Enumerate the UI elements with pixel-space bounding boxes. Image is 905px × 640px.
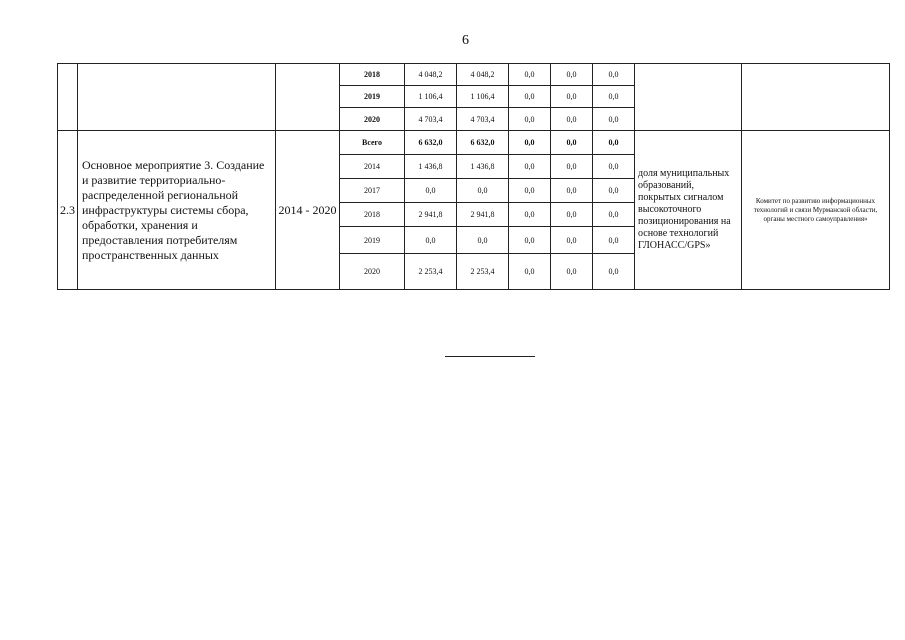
value-cell: 0,0 — [551, 254, 593, 290]
value-cell: 0,0 — [509, 131, 551, 155]
item-executor: Комитет по развитию информационных технологий и связи Мурманской области, органы местного самоуправления» — [742, 131, 890, 290]
prev-indicator-cell — [635, 64, 742, 131]
prev-number-cell — [58, 64, 78, 131]
value-cell: 0,0 — [593, 227, 635, 254]
item-number: 2.3 — [58, 131, 78, 290]
value-cell: 1 106,4 — [405, 86, 457, 108]
value-cell: 2 253,4 — [405, 254, 457, 290]
value-cell: 0,0 — [509, 155, 551, 179]
value-cell: 4 048,2 — [457, 64, 509, 86]
value-cell: 2 253,4 — [457, 254, 509, 290]
value-cell: 2 941,8 — [405, 203, 457, 227]
year-cell: 2020 — [340, 108, 405, 131]
value-cell: 0,0 — [593, 254, 635, 290]
item-period: 2014 - 2020 — [276, 131, 340, 290]
value-cell: 4 703,4 — [457, 108, 509, 131]
value-cell: 0,0 — [593, 64, 635, 86]
year-cell: 2018 — [340, 203, 405, 227]
value-cell: 0,0 — [551, 64, 593, 86]
value-cell: 0,0 — [551, 108, 593, 131]
value-cell: 2 941,8 — [457, 203, 509, 227]
value-cell: 0,0 — [593, 203, 635, 227]
year-cell: 2014 — [340, 155, 405, 179]
table-row — [58, 131, 890, 155]
value-cell: 0,0 — [551, 131, 593, 155]
value-cell: 0,0 — [509, 179, 551, 203]
value-cell: 4 703,4 — [405, 108, 457, 131]
value-cell: 0,0 — [593, 179, 635, 203]
value-cell: 0,0 — [593, 108, 635, 131]
item-indicator: доля муниципальных образований, покрытых сигналом высокоточного позиционирования на основе технологий ГЛОНАСС/GPS» — [635, 131, 742, 290]
value-cell: 0,0 — [551, 227, 593, 254]
year-cell: 2020 — [340, 254, 405, 290]
end-rule — [445, 356, 535, 357]
value-cell: 0,0 — [509, 108, 551, 131]
year-cell: 2019 — [340, 86, 405, 108]
prev-executor-cell — [742, 64, 890, 131]
page-number: 6 — [462, 33, 469, 48]
value-cell: 0,0 — [593, 155, 635, 179]
value-cell: 0,0 — [551, 203, 593, 227]
value-cell: 0,0 — [509, 227, 551, 254]
value-cell: 0,0 — [509, 64, 551, 86]
value-cell: 0,0 — [551, 179, 593, 203]
value-cell: 0,0 — [509, 254, 551, 290]
value-cell: 1 436,8 — [457, 155, 509, 179]
table-row — [58, 64, 890, 86]
value-cell: 0,0 — [593, 131, 635, 155]
value-cell: 0,0 — [509, 86, 551, 108]
year-cell: 2018 — [340, 64, 405, 86]
value-cell: 0,0 — [457, 227, 509, 254]
value-cell: 0,0 — [551, 86, 593, 108]
year-cell: 2017 — [340, 179, 405, 203]
value-cell: 6 632,0 — [405, 131, 457, 155]
value-cell: 0,0 — [593, 86, 635, 108]
value-cell: 0,0 — [509, 203, 551, 227]
value-cell: 0,0 — [405, 227, 457, 254]
value-cell: 1 436,8 — [405, 155, 457, 179]
prev-name-cell — [78, 64, 276, 131]
value-cell: 1 106,4 — [457, 86, 509, 108]
year-cell: Всего — [340, 131, 405, 155]
item-name: Основное мероприятие 3. Создание и развитие территориально-распределенной региональной инфраструктуры системы сбора, обработки, хранения и предоставления потребителям пространственных данных — [78, 131, 276, 290]
prev-period-cell — [276, 64, 340, 131]
value-cell: 4 048,2 — [405, 64, 457, 86]
value-cell: 6 632,0 — [457, 131, 509, 155]
value-cell: 0,0 — [551, 155, 593, 179]
year-cell: 2019 — [340, 227, 405, 254]
value-cell: 0,0 — [457, 179, 509, 203]
value-cell: 0,0 — [405, 179, 457, 203]
program-table — [57, 63, 890, 290]
